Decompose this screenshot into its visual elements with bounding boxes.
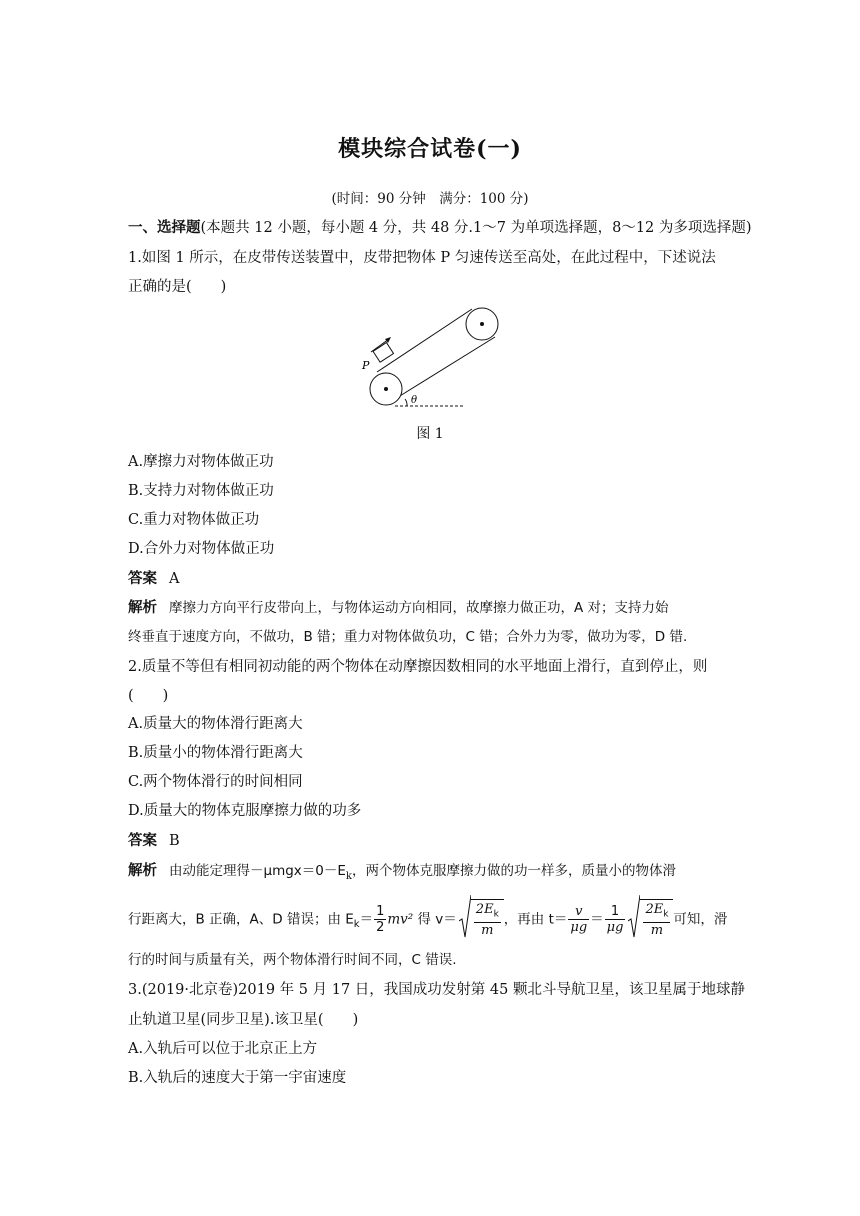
analysis-text: 由动能定理得－μmgx＝0－E — [169, 863, 346, 879]
de-text: 得 v＝ — [413, 911, 457, 928]
fraction-denominator: m — [481, 923, 494, 939]
fraction-denominator: μg — [606, 920, 624, 935]
radical-sign-icon — [459, 895, 471, 939]
answer-value: A — [169, 571, 180, 587]
radical-sign-icon — [628, 895, 640, 939]
figure-caption: 图 1 — [416, 426, 444, 442]
sqrt-expression — [459, 899, 504, 940]
fraction-denominator: 2 — [376, 920, 385, 935]
section-desc: (本题共 12 小题，每小题 4 分，共 48 分.1～7 为单项选择题，8～12 为多项选择题) — [200, 220, 752, 236]
q1-stem-line1: 1.如图 1 所示，在皮带传送装置中，皮带把物体 P 匀速传送至高处，在此过程中，下述说法 — [128, 250, 716, 266]
equals-sign: ＝ — [590, 911, 604, 928]
fraction-one-over-mug — [605, 904, 626, 935]
fraction-numerator: $2E_k$ — [474, 902, 501, 924]
velocity-arrow-head — [385, 337, 391, 343]
zai-text: ，再由 t＝ — [503, 911, 568, 928]
q3-stem-line1: 3.(2019·北京卷)2019 年 5 月 17 日，我国成功发射第 45 颗北斗导航卫星，该卫星属于地球静 — [128, 982, 745, 998]
sqrt-expression-2 — [628, 899, 673, 940]
q1-option-b: B.支持力对物体做正功 — [128, 483, 274, 499]
q2-stem-line2: ( ) — [128, 688, 169, 704]
q2-option-d: D.质量大的物体克服摩擦力做的功多 — [128, 803, 362, 819]
analysis-text: 摩擦力方向平行皮带向上，与物体运动方向相同，故摩擦力做正功，A 对；支持力始 — [169, 600, 669, 616]
sqrt-fraction — [474, 902, 501, 939]
answer-value: B — [169, 833, 180, 849]
analysis-text-cont: ，两个物体克服摩擦力做的功一样多，质量小的物体滑 — [351, 863, 676, 879]
q2-analysis-line2 — [128, 899, 738, 939]
fraction-numerator: $2E_k$ — [643, 902, 670, 924]
q1-analysis-line1 — [128, 598, 738, 618]
sqrt-fraction — [643, 902, 670, 939]
equals-sign: ＝ — [359, 911, 374, 928]
q1-stem-line2: 正确的是( ) — [128, 279, 227, 295]
answer-label: 答案 — [128, 570, 157, 587]
fraction-numerator: v — [568, 904, 589, 920]
page-title: 模块综合试卷(一) — [338, 136, 522, 162]
fraction-half — [374, 904, 386, 935]
mv-squared: mv² — [387, 911, 414, 928]
section-heading — [128, 218, 752, 238]
object-p — [373, 343, 393, 363]
q2-analysis-line1 — [128, 861, 738, 887]
q2-option-b: B.质量小的物体滑行距离大 — [128, 745, 303, 761]
fraction-v-over-mug — [568, 904, 589, 935]
q3-stem-line2: 止轨道卫星(同步卫星).该卫星( ) — [128, 1012, 359, 1028]
label-p: P — [362, 359, 370, 372]
label-theta: θ — [411, 395, 418, 406]
belt-top-line — [377, 309, 472, 372]
subscript-k: k — [345, 870, 352, 882]
q1-analysis-line2: 终垂直于速度方向，不做功，B 错；重力对物体做负功，C 错；合外力为零，做功为零，D 错. — [128, 629, 688, 645]
q2-option-a: A.质量大的物体滑行距离大 — [128, 716, 303, 732]
q1-option-d: D.合外力对物体做正功 — [128, 541, 275, 557]
q1-answer — [128, 569, 738, 589]
q2-answer — [128, 831, 738, 851]
fraction-denominator: μg — [570, 920, 588, 935]
analysis-label: 解析 — [128, 862, 157, 879]
kezhi-text: 可知，滑 — [673, 911, 728, 928]
q1-option-c: C.重力对物体做正功 — [128, 512, 260, 528]
fraction-denominator: m — [650, 923, 664, 939]
q2-analysis-line3: 行的时间与质量有关，两个物体滑行时间不同，C 错误. — [128, 952, 457, 968]
q1-option-a: A.摩擦力对物体做正功 — [128, 454, 274, 470]
q3-option-b: B.入轨后的速度大于第一宇宙速度 — [128, 1070, 347, 1086]
analysis-label: 解析 — [128, 599, 157, 616]
q2-stem-line1: 2.质量不等但有相同初动能的两个物体在动摩擦因数相同的水平地面上滑行，直到停止，则 — [128, 659, 708, 675]
q3-option-a: A.入轨后可以位于北京正上方 — [128, 1041, 318, 1057]
analysis-text: 行距离大，B 正确，A、D 错误；由 E — [128, 911, 354, 928]
fraction-numerator: 1 — [605, 904, 626, 920]
q2-option-c: C.两个物体滑行的时间相同 — [128, 774, 303, 790]
subscript-k: k — [353, 919, 360, 931]
belt-bottom-line — [395, 337, 495, 399]
section-label: 一、选择题 — [128, 219, 201, 236]
answer-label: 答案 — [128, 832, 157, 849]
conveyor-belt-figure — [355, 300, 515, 415]
upper-pulley-axle — [480, 322, 484, 326]
lower-pulley-axle — [384, 387, 388, 391]
exam-info: (时间：90 分钟 满分：100 分) — [331, 191, 529, 207]
angle-arc — [405, 399, 407, 406]
fraction-numerator: 1 — [376, 904, 385, 919]
